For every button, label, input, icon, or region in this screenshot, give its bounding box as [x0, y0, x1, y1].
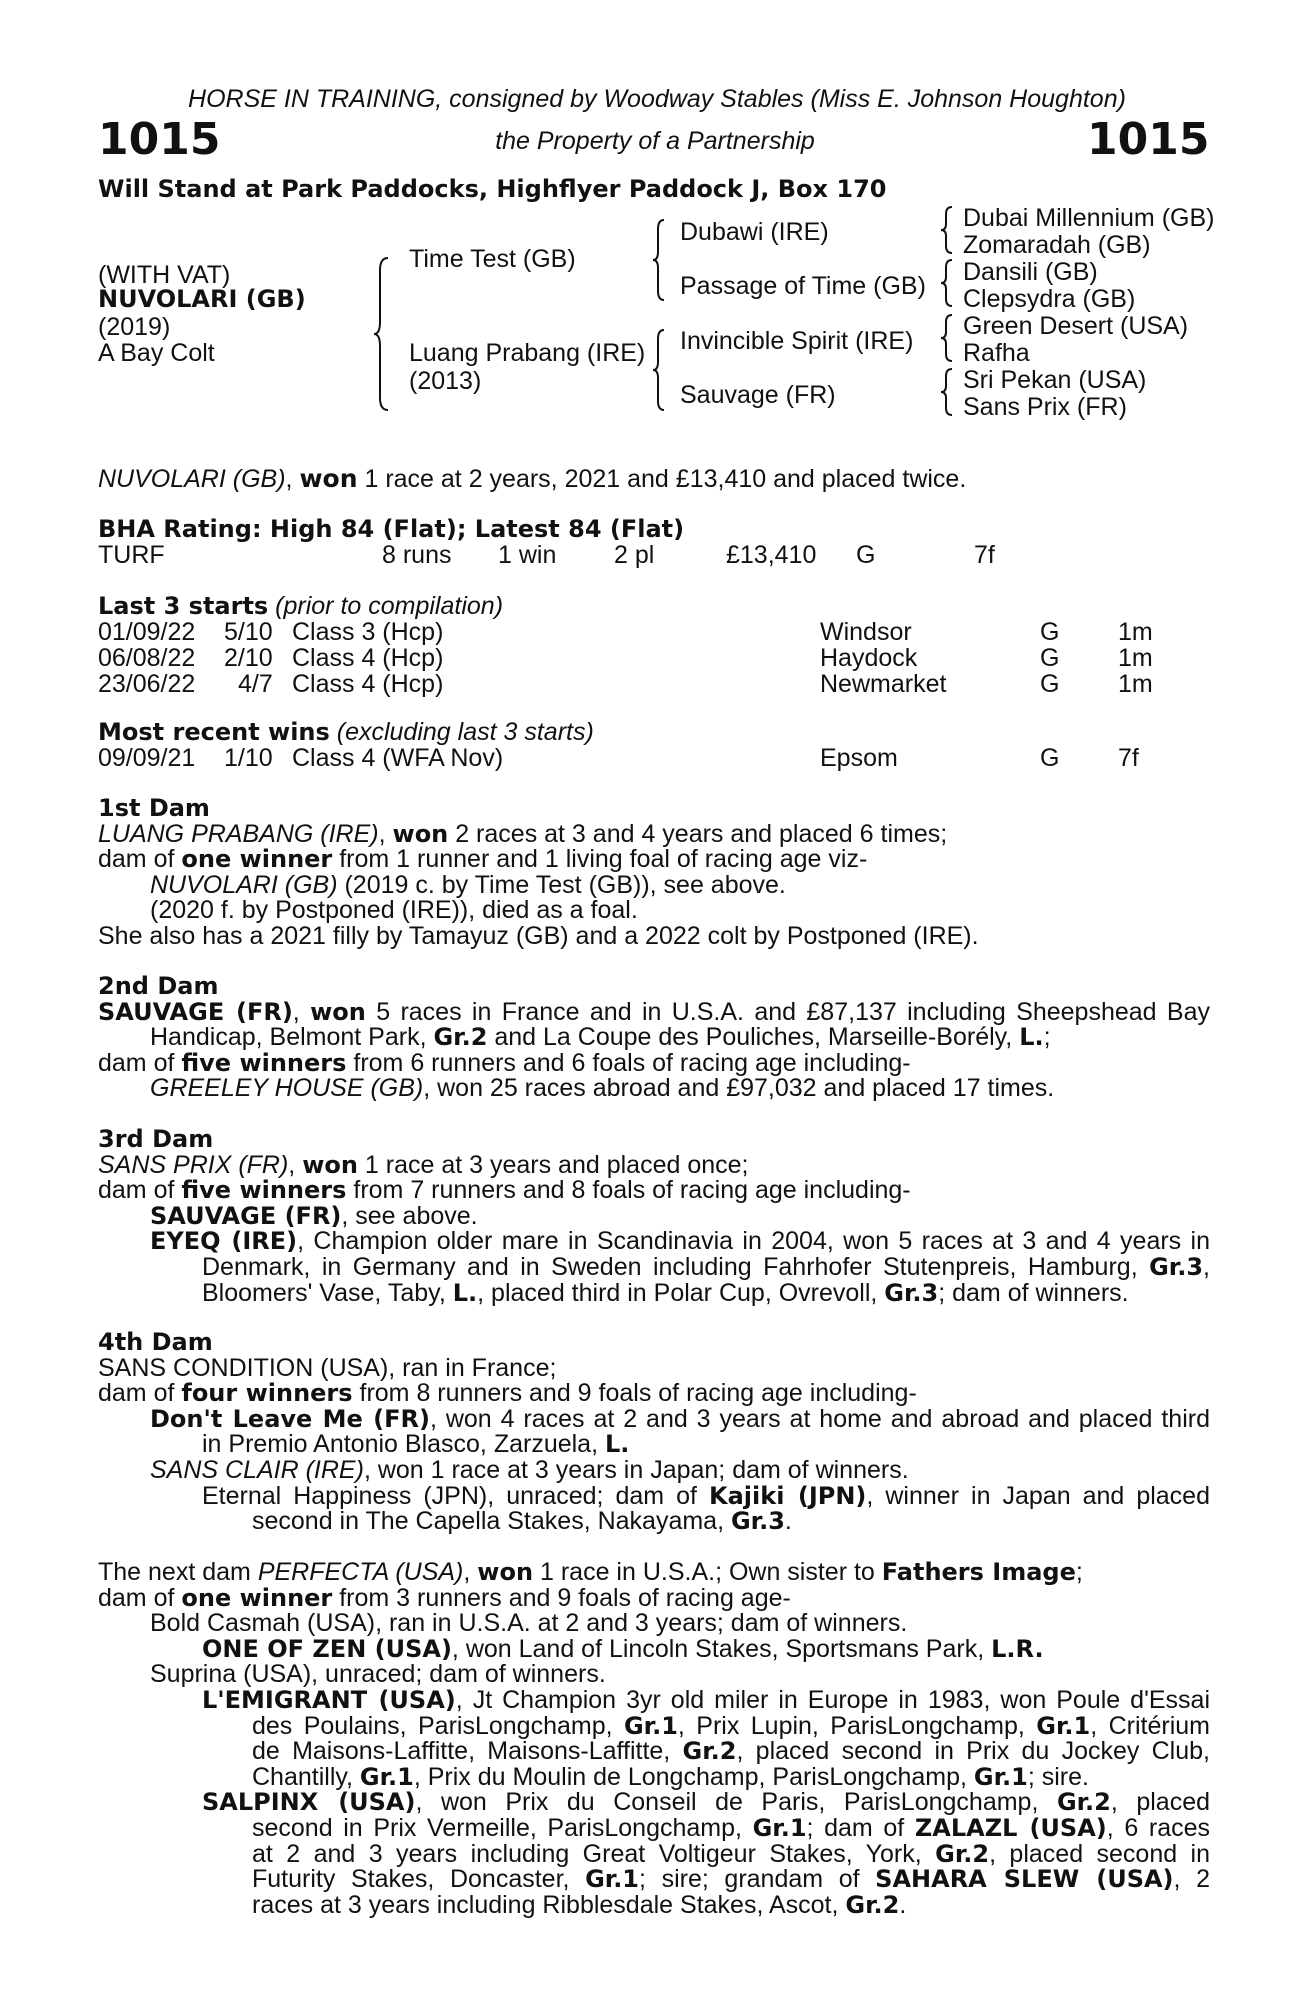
- text-run: ,: [378, 819, 393, 848]
- last-starts-heading: [98, 593, 503, 619]
- bold-text: SAUVAGE (FR): [150, 1201, 342, 1230]
- first-dam-line: [98, 921, 1210, 950]
- text-run: Eternal Happiness (JPN), unraced; dam of: [202, 1481, 709, 1510]
- bold-text: ONE OF ZEN (USA): [202, 1634, 452, 1663]
- start-course: Newmarket: [820, 670, 947, 698]
- text-run: second in Prix Vermeille, ParisLongchamp,: [252, 1813, 753, 1842]
- text-run: 5 races in France and in U.S.A. and £87,137 including Sheepshead Bay: [365, 997, 1210, 1026]
- text-run: , won 25 races abroad and £97,032 and placed 17 times.: [423, 1074, 1055, 1103]
- lot-number-right: 1015: [1087, 114, 1210, 165]
- bold-text: SAHARA SLEW (USA): [875, 1865, 1174, 1894]
- third-dam-produce: [98, 1229, 1210, 1255]
- ss-dam: Zomaradah (GB): [963, 231, 1151, 259]
- text-run: dam of: [98, 1176, 182, 1205]
- first-dam-line: [98, 819, 1210, 848]
- bold-text: Gr.1: [585, 1865, 640, 1894]
- turf-record-row: [98, 542, 1198, 568]
- dam-dam: Sauvage (FR): [680, 381, 836, 409]
- pedigree-brace-dam: [652, 329, 666, 411]
- win-course: Epsom: [820, 744, 898, 772]
- fourth-dam-produce: [98, 1455, 1210, 1484]
- text-run: Suprina (USA), unraced; dam of winners.: [150, 1660, 606, 1689]
- summary-text: 1 race at 2 years, 2021 and £13,410 and placed twice.: [364, 465, 967, 493]
- third-dam-title: 3rd Dam: [98, 1125, 214, 1153]
- text-run: , placed second in Prix du Jockey Club,: [736, 1737, 1210, 1766]
- next-dam-produce: [98, 1762, 1210, 1791]
- turf-runs: 8 runs: [382, 541, 452, 569]
- text-run: , winner in Japan and placed: [866, 1481, 1210, 1510]
- next-dam-produce: [98, 1813, 1210, 1842]
- property-line: the Property of a Partnership: [495, 127, 815, 155]
- fourth-dam-produce: [98, 1509, 1210, 1535]
- bold-text: Gr.2: [433, 1023, 488, 1052]
- bold-text: ZALAZL (USA): [914, 1813, 1107, 1842]
- text-run: , won 4 races at 2 and 3 years at home and abroad and placed third: [429, 1404, 1210, 1433]
- text-run: second in The Capella Stakes, Nakayama,: [252, 1507, 731, 1536]
- text-run: 2 races at 3 and 4 years and placed 6 times;: [448, 819, 948, 848]
- turf-distance: 7f: [974, 541, 995, 569]
- first-dam-line: [98, 847, 1210, 873]
- recent-wins-title: Most recent wins: [98, 718, 330, 746]
- pedigree-brace-ss: [940, 206, 954, 254]
- pedigree-brace-sire: [652, 219, 666, 301]
- race-summary: [98, 466, 966, 492]
- italic-text: SANS PRIX (FR): [98, 1150, 289, 1179]
- bold-text: Gr.3: [1149, 1252, 1204, 1281]
- bold-text: won: [477, 1558, 534, 1586]
- table-row: [98, 645, 1198, 671]
- horse-year: (2019): [98, 313, 171, 341]
- bold-text: Gr.2: [682, 1737, 737, 1766]
- bold-text: Fathers Image: [881, 1558, 1076, 1586]
- turf-wins: 1 win: [498, 541, 557, 569]
- start-date: 01/09/22: [98, 618, 196, 646]
- start-going: G: [1040, 618, 1060, 646]
- bold-text: L.R.: [991, 1634, 1044, 1663]
- start-distance: 1m: [1118, 644, 1153, 672]
- text-run: .: [899, 1890, 907, 1919]
- third-dam-line: [98, 1150, 1210, 1179]
- text-run: Denmark, in Germany and in Sweden including Fahrhofer Stutenpreis, Hamburg,: [202, 1252, 1150, 1281]
- bold-text: Gr.2: [845, 1890, 900, 1919]
- next-dam-produce: [98, 1711, 1210, 1740]
- bold-text: EYEQ (IRE): [150, 1227, 298, 1256]
- dam-sire: Invincible Spirit (IRE): [680, 327, 914, 355]
- third-dam-produce: [98, 1278, 1210, 1307]
- text-run: from 7 runners and 8 foals of racing age including-: [346, 1176, 911, 1205]
- text-run: , Champion older mare in Scandinavia in 2004, won 5 races at 3 and 4 years in: [297, 1227, 1210, 1256]
- third-dam-produce: [98, 1252, 1210, 1281]
- fourth-dam-section: [98, 1330, 1210, 1535]
- text-run: , won Prix du Conseil de Paris, ParisLongchamp,: [415, 1788, 1057, 1817]
- next-dam-produce: [98, 1867, 1210, 1893]
- third-dam-produce: [98, 1201, 1210, 1230]
- start-position: 4/7: [238, 670, 273, 698]
- dd-dam: Sans Prix (FR): [963, 393, 1127, 421]
- text-run: ; dam of winners.: [938, 1278, 1129, 1307]
- third-dam-line: [98, 1178, 1210, 1204]
- bold-text: five winners: [181, 1048, 347, 1077]
- table-row: [98, 745, 1198, 771]
- bold-text: Gr.2: [935, 1839, 990, 1868]
- consignment-line: HORSE IN TRAINING, consigned by Woodway Stables (Miss E. Johnson Houghton): [188, 85, 1126, 113]
- text-run: ; sire; grandam of: [639, 1865, 876, 1894]
- second-dam-produce: [98, 1076, 1210, 1102]
- sire-dam: Passage of Time (GB): [680, 272, 926, 300]
- horse-name: NUVOLARI (GB): [98, 285, 306, 313]
- next-dam-produce: [98, 1662, 1210, 1688]
- next-dam-section: [98, 1560, 1210, 1918]
- start-course: Haydock: [820, 644, 918, 672]
- summary-horse-name: NUVOLARI (GB): [98, 465, 286, 493]
- text-run: from 6 runners and 6 foals of racing age including-: [346, 1048, 911, 1077]
- recent-wins-note: (excluding last 3 starts): [336, 718, 594, 746]
- text-run: dam of: [98, 1379, 182, 1408]
- ds-sire: Green Desert (USA): [963, 312, 1189, 340]
- italic-text: PERFECTA (USA): [257, 1558, 464, 1586]
- bold-text: Gr.1: [623, 1711, 678, 1740]
- text-run: races at 3 years including Ribblesdale Stakes, Ascot,: [252, 1890, 846, 1919]
- text-run: des Poulains, ParisLongchamp,: [252, 1711, 624, 1740]
- start-going: G: [1040, 670, 1060, 698]
- bold-text: SALPINX (USA): [202, 1788, 416, 1817]
- bold-text: won: [302, 1150, 358, 1179]
- summary-won: won: [299, 464, 358, 493]
- bold-text: Gr.1: [359, 1762, 414, 1791]
- bold-text: won: [310, 997, 366, 1026]
- text-run: ; dam of: [806, 1813, 915, 1842]
- text-run: SANS CONDITION (USA), ran in France;: [98, 1353, 557, 1382]
- text-run: , Jt Champion 3yr old miler in Europe in 1983, won Poule d'Essai: [455, 1685, 1210, 1714]
- sire-name: Time Test (GB): [409, 245, 576, 273]
- second-dam-line: [98, 1025, 1210, 1051]
- table-row: [98, 671, 1198, 697]
- text-run: dam of: [98, 1048, 182, 1077]
- text-run: ,: [463, 1558, 478, 1586]
- text-run: ; sire.: [1027, 1762, 1089, 1791]
- first-dam-produce: [98, 898, 1210, 924]
- bold-text: Gr.2: [1056, 1788, 1111, 1817]
- bold-text: SAUVAGE (FR): [98, 997, 293, 1026]
- start-position: 2/10: [224, 644, 273, 672]
- start-distance: 1m: [1118, 618, 1153, 646]
- start-race: Class 3 (Hcp): [292, 618, 444, 646]
- text-run: , 6 races: [1106, 1813, 1210, 1842]
- win-going: G: [1040, 744, 1060, 772]
- start-going: G: [1040, 644, 1060, 672]
- pedigree-brace-sd: [940, 259, 954, 307]
- sire-sire: Dubawi (IRE): [680, 218, 829, 246]
- win-distance: 7f: [1118, 744, 1139, 772]
- text-run: , placed second in: [989, 1839, 1210, 1868]
- text-run: , won Land of Lincoln Stakes, Sportsmans Park,: [451, 1634, 992, 1663]
- bha-rating-title: BHA Rating: High 84 (Flat); Latest 84 (Flat): [98, 515, 685, 543]
- table-row: [98, 619, 1198, 645]
- text-run: , Prix Lupin, ParisLongchamp,: [677, 1711, 1037, 1740]
- text-run: The next dam: [98, 1558, 258, 1586]
- text-run: ;: [1043, 1023, 1051, 1052]
- ds-dam: Rafha: [963, 339, 1030, 367]
- text-run: and La Coupe des Pouliches, Marseille-Borély,: [487, 1023, 1020, 1052]
- text-run: , placed: [1110, 1788, 1211, 1817]
- summary-comma: ,: [285, 465, 293, 493]
- last-starts-title: Last 3 starts: [98, 592, 269, 620]
- third-dam-section: [98, 1127, 1210, 1306]
- stand-location: Will Stand at Park Paddocks, Highflyer Paddock J, Box 170: [98, 175, 887, 203]
- bold-text: Kajiki (JPN): [709, 1481, 867, 1510]
- text-run: ,: [1203, 1252, 1210, 1281]
- last-starts-note: (prior to compilation): [275, 592, 504, 620]
- text-run: , Critérium: [1090, 1711, 1210, 1740]
- second-dam-section: [98, 974, 1210, 1102]
- win-date: 09/09/21: [98, 744, 196, 772]
- pedigree-brace-main: [372, 256, 392, 412]
- text-run: , 2: [1173, 1865, 1210, 1894]
- start-date: 23/06/22: [98, 670, 196, 698]
- text-run: , placed third in Polar Cup, Ovrevoll,: [477, 1278, 885, 1307]
- text-run: in Premio Antonio Blasco, Zarzuela,: [202, 1430, 605, 1459]
- text-run: ,: [292, 997, 311, 1026]
- sd-dam: Clepsydra (GB): [963, 285, 1136, 313]
- pedigree-brace-dd: [940, 368, 954, 416]
- start-distance: 1m: [1118, 670, 1153, 698]
- bold-text: one winner: [181, 1583, 333, 1612]
- turf-prize: £13,410: [726, 541, 817, 569]
- win-position: 1/10: [224, 744, 273, 772]
- text-run: from 3 runners and 9 foals of racing age-: [332, 1583, 791, 1612]
- start-course: Windsor: [820, 618, 912, 646]
- first-dam-produce: [98, 870, 1210, 899]
- text-run: , see above.: [341, 1201, 478, 1230]
- text-run: ,: [288, 1150, 303, 1179]
- bold-text: Gr.3: [884, 1278, 939, 1307]
- turf-surface: TURF: [98, 541, 165, 569]
- text-run: at 2 and 3 years including Great Voltigeur Stakes, York,: [252, 1839, 936, 1868]
- fourth-dam-produce: [98, 1481, 1210, 1510]
- dam-year: (2013): [409, 367, 482, 395]
- text-run: de Maisons-Laffitte, Maisons-Laffitte,: [252, 1737, 683, 1766]
- recent-wins-heading: [98, 719, 594, 745]
- bold-text: won: [392, 819, 449, 848]
- text-run: dam of: [98, 845, 182, 874]
- italic-text: SANS CLAIR (IRE): [150, 1455, 364, 1484]
- fourth-dam-line: [98, 1381, 1210, 1407]
- next-dam-line: [98, 1560, 1210, 1586]
- next-dam-produce: [98, 1890, 1210, 1919]
- bold-text: Gr.1: [752, 1813, 807, 1842]
- sd-sire: Dansili (GB): [963, 258, 1098, 286]
- text-run: Bold Casmah (USA), ran in U.S.A. at 2 and 3 years; dam of winners.: [150, 1609, 908, 1638]
- bold-text: Gr.1: [1036, 1711, 1091, 1740]
- first-dam-section: [98, 796, 1210, 950]
- text-run: She also has a 2021 filly by Tamayuz (GB) and a 2022 colt by Postponed (IRE).: [98, 921, 979, 950]
- italic-text: GREELEY HOUSE (GB): [150, 1074, 424, 1103]
- next-dam-produce: [98, 1790, 1210, 1816]
- text-run: Futurity Stakes, Doncaster,: [252, 1865, 586, 1894]
- second-dam-line: [98, 997, 1210, 1026]
- recent-wins-table: [98, 745, 1198, 771]
- text-run: , Prix du Moulin de Longchamp, ParisLongchamp,: [413, 1762, 974, 1791]
- text-run: dam of: [98, 1583, 182, 1612]
- horse-description: A Bay Colt: [98, 339, 215, 367]
- next-dam-produce: [98, 1634, 1210, 1663]
- text-run: 1 race in U.S.A.; Own sister to: [533, 1558, 882, 1586]
- dam-name: Luang Prabang (IRE): [409, 339, 646, 367]
- text-run: from 8 runners and 9 foals of racing age including-: [352, 1379, 917, 1408]
- next-dam-produce: [98, 1739, 1210, 1765]
- next-dam-line: [98, 1583, 1210, 1612]
- start-date: 06/08/22: [98, 644, 196, 672]
- bold-text: L.: [452, 1278, 478, 1307]
- turf-placed: 2 pl: [614, 541, 655, 569]
- vat-label: (WITH VAT): [98, 261, 231, 289]
- bold-text: L.: [604, 1430, 630, 1459]
- text-run: , won 1 race at 3 years in Japan; dam of winners.: [363, 1455, 909, 1484]
- fourth-dam-produce: [98, 1404, 1210, 1433]
- text-run: ;: [1075, 1558, 1083, 1586]
- text-run: Bloomers' Vase, Taby,: [202, 1278, 453, 1307]
- text-run: 1 race at 3 years and placed once;: [357, 1150, 749, 1179]
- bold-text: Gr.3: [730, 1507, 785, 1536]
- dd-sire: Sri Pekan (USA): [963, 366, 1147, 394]
- text-run: .: [784, 1507, 792, 1536]
- last-starts-table: [98, 619, 1198, 697]
- text-run: (2020 f. by Postponed (IRE)), died as a foal.: [150, 896, 638, 925]
- text-run: (2019 c. by Time Test (GB)), see above.: [337, 870, 786, 899]
- text-run: from 1 runner and 1 living foal of racing age viz-: [332, 845, 868, 874]
- bold-text: Gr.1: [973, 1762, 1028, 1791]
- turf-going: G: [856, 541, 876, 569]
- bold-text: L'EMIGRANT (USA): [202, 1685, 456, 1714]
- lot-number-left: 1015: [98, 114, 221, 165]
- start-position: 5/10: [224, 618, 273, 646]
- ss-sire: Dubai Millennium (GB): [963, 204, 1215, 232]
- italic-text: LUANG PRABANG (IRE): [98, 819, 379, 848]
- bold-text: Don't Leave Me (FR): [150, 1404, 430, 1433]
- italic-text: NUVOLARI (GB): [150, 870, 338, 899]
- start-race: Class 4 (Hcp): [292, 670, 444, 698]
- next-dam-produce: [98, 1839, 1210, 1868]
- fourth-dam-title: 4th Dam: [98, 1328, 213, 1356]
- second-dam-title: 2nd Dam: [98, 972, 219, 1000]
- bold-text: one winner: [181, 845, 333, 874]
- first-dam-title: 1st Dam: [98, 794, 210, 822]
- second-dam-line: [98, 1048, 1210, 1077]
- start-race: Class 4 (Hcp): [292, 644, 444, 672]
- fourth-dam-produce: [98, 1432, 1210, 1458]
- next-dam-produce: [98, 1685, 1210, 1714]
- next-dam-produce: [98, 1611, 1210, 1637]
- fourth-dam-line: [98, 1353, 1210, 1382]
- pedigree-brace-ds: [940, 314, 954, 362]
- text-run: Chantilly,: [252, 1762, 360, 1791]
- win-race: Class 4 (WFA Nov): [292, 744, 504, 772]
- text-run: Handicap, Belmont Park,: [150, 1023, 434, 1052]
- bold-text: four winners: [181, 1379, 353, 1408]
- bold-text: five winners: [181, 1176, 347, 1205]
- bold-text: L.: [1019, 1023, 1044, 1052]
